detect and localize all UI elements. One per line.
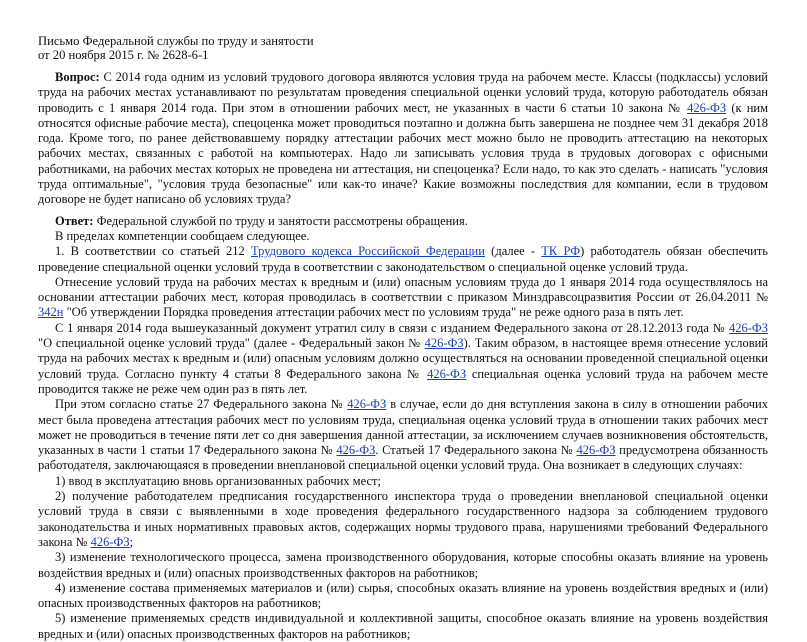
law-426fz-link[interactable]: 426-ФЗ [424,336,464,351]
list-item: 4) изменение состава применяемых материалов и (или) сырья, способных оказать влияние на уровень воздействия вредных и (или) опасных производственных факторов на работников; [38,580,768,611]
paragraph-1: 1. В соответствии со статьей 212 Трудового кодекса Российской Федерации (далее - ТК РФ) работодатель обязан обеспечить проведение специальной оценки условий труда в соответствии с законодательством о специальной оценке условий труда. [38,244,769,274]
law-426fz-link[interactable]: 426-ФЗ [336,443,376,458]
question-paragraph: Вопрос: С 2014 года одним из условий трудового договора являются условия труда на рабочем месте. Классы (подклассы) условий труда на рабочих местах устанавливают по результатам проведения специальной оценки условий труда, которую работодатель обязан проводить с 1 января 2014 года. При этом в отношении рабочих мест, не указанных в части 6 статьи 10 закона № 426-ФЗ (к ним относятся офисные рабочие места), спецоценка может проводиться поэтапно и должна быть завершена не позднее чем 31 декабря 2018 года. Кроме того, по ранее действовавшему порядку аттестации рабочих мест можно было не проводить аттестацию на некоторых рабочих местах, связанных с работой на компьютерах. Надо ли записывать условия труда в трудовых договорах с офисными работниками, на рабочих местах которых не проведена ни аттестация, ни спецоценка? Если надо, то как это сделать - написать "условия труда оптимальные", "условия труда безопасные" или как-то иначе? Какие возможны последствия для компании, если в трудовом договоре не будет написано об условиях труда? [38,70,768,207]
document-header [38,34,314,62]
list-item: 2) получение работодателем предписания государственного инспектора труда о проведении внеплановой специальной оценки условий труда в связи с выявленными в ходе проведения федерального государственного надзора за соблюдением трудового законодательства и иных нормативных правовых актов, содержащих нормы трудового права, нарушениями требований Федерального закона № 426-ФЗ; [38,489,768,549]
order-342n-link[interactable]: 342н [38,305,64,320]
law-426fz-link[interactable]: 426-ФЗ [576,443,616,458]
answer-label: Ответ: [55,213,94,228]
law-426fz-link[interactable]: 426-ФЗ [90,534,130,549]
answer-paragraph: Ответ: Федеральной службой по труду и занятости рассмотрены обращения. [55,213,468,228]
list-item: 5) изменение применяемых средств индивидуальной и коллективной защиты, способное оказать влияние на уровень воздействия вредных и (или) опасных производственных факторов на работников; [38,611,768,641]
law-426fz-link[interactable]: 426-ФЗ [427,366,467,381]
header-title: Письмо Федеральной службы по труду и занятости [38,34,314,48]
question-label: Вопрос: [55,70,100,84]
tk-rf-link[interactable]: ТК РФ [541,244,581,259]
law-426fz-link[interactable]: 426-ФЗ [687,100,727,115]
list-item: 1) ввод в эксплуатацию вновь организованных рабочих мест; [55,473,381,488]
header-date: от 20 ноября 2015 г. № 2628-6-1 [38,48,209,62]
paragraph-2014: С 1 января 2014 года вышеуказанный документ утратил силу в связи с изданием Федерального закона от 28.12.2013 года № 426-ФЗ "О специальной оценке условий труда" (далее - Федеральный закон № 426-ФЗ). Таким образом, в настоящее время отнесение условий труда на рабочих местах к вредным и (или) опасным условиям должно осуществляться на основании проведенной специальной оценки условий труда. Согласно пункту 4 статьи 8 Федерального закона № 426-ФЗ специальная оценка условий труда на рабочем месте проводится также не реже чем один раз в пять лет. [38,320,768,396]
paragraph-article-27: При этом согласно статье 27 Федерального закона № 426-ФЗ в случае, если до дня вступления закона в силу в отношении рабочих мест была проведена аттестация рабочих мест по условиям труда, специальная оценка условий труда в отношении таких рабочих мест может не проводиться в течение пяти лет со дня завершения данной аттестации, за исключением случаев возникновения обстоятельств, указанных в части 1 статьи 17 Федерального закона № 426-ФЗ. Статьей 17 Федерального закона № 426-ФЗ предусмотрена обязанность работодателя, заключающаяся в проведении внеплановой специальной оценки условий труда. Она возникает в следующих случаях: [38,397,768,473]
law-426fz-link[interactable]: 426-ФЗ [347,397,387,412]
competence-paragraph: В пределах компетенции сообщаем следующее. [55,228,310,243]
labor-code-link[interactable]: Трудового кодекса Российской Федерации [250,244,485,259]
document-body [38,70,768,642]
list-item: 3) изменение технологического процесса, замена производственного оборудования, которые способны оказать влияние на уровень воздействия вредных и (или) опасных производственных факторов на работников; [38,550,768,580]
paragraph-attestation: Отнесение условий труда на рабочих местах к вредным и (или) опасным условиям труда до 1 января 2014 года осуществлялось на основании аттестации рабочих мест, которая проводилась в соответствии с приказом Минздравсоцразвития России от 26.04.2011 № 342н "Об утверждении Порядка проведения аттестации рабочих мест по условиям труда" не реже одного раза в пять лет. [38,274,768,320]
law-426fz-link[interactable]: 426-ФЗ [728,320,768,335]
